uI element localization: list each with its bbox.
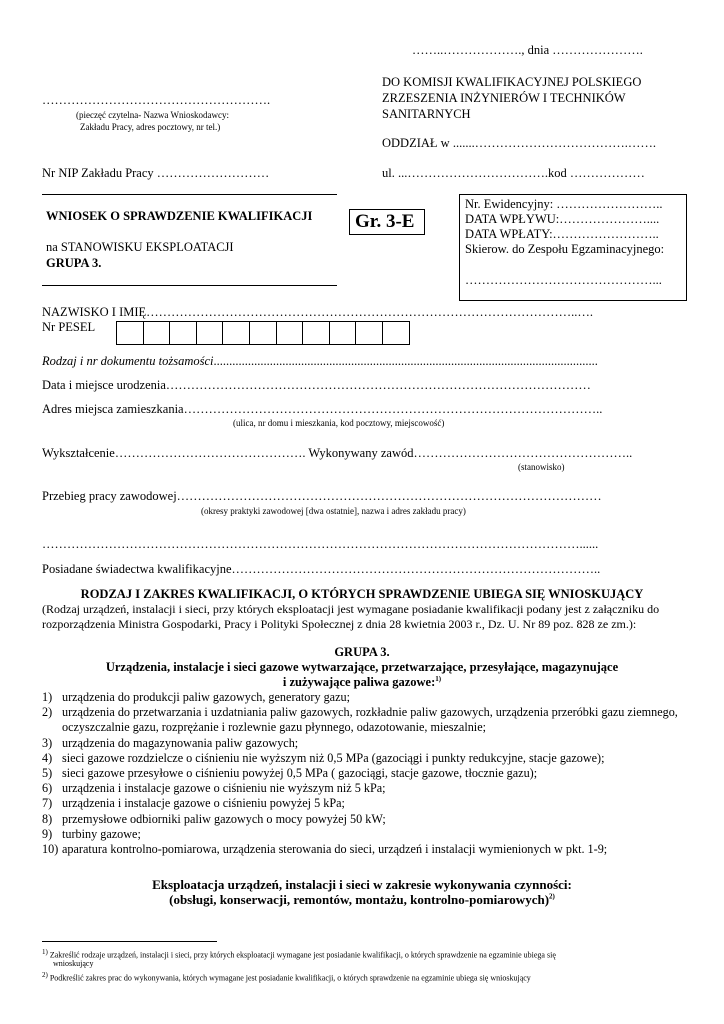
street-field[interactable]: ul. ...…………………………….kod ………………: [382, 166, 645, 180]
occupation-caption: (stanowisko): [518, 462, 565, 472]
group-line: GRUPA 3.: [46, 256, 102, 270]
title-rule-top: [42, 194, 337, 195]
equipment-item-number: 3): [42, 735, 53, 750]
stamp-caption-2: Zakładu Pracy, adres pocztowy, nr tel.): [80, 122, 221, 132]
scope-heading: RODZAJ I ZAKRES KWALIFIKACJI, O KTÓRYCH SPRAWDZENIE UBIEGA SIĘ WNIOSKUJĄCY: [80, 587, 644, 601]
title-rule-bottom: [42, 285, 337, 286]
group-description-text: i zużywające paliwa gazowe:: [282, 675, 436, 690]
group-heading: GRUPA 3.: [334, 645, 390, 659]
footnote-2-mark: 2): [42, 971, 48, 979]
position-line: na STANOWISKU EKSPLOATACJI: [46, 240, 234, 254]
equipment-item-text: sieci gazowe przesyłowe o ciśnieniu powyżej 0,5 MPa ( gazociągi, stacje gazowe, tłocznie gazu);: [62, 766, 538, 781]
equipment-item-number: 5): [42, 766, 53, 781]
equipment-item-number: 4): [42, 750, 53, 765]
date-line[interactable]: ……..………………., dnia ………………….: [412, 43, 643, 57]
equipment-item[interactable]: [42, 766, 682, 781]
equipment-item-number: 10): [42, 842, 59, 857]
equipment-item[interactable]: [42, 705, 682, 735]
address-field[interactable]: Adres miejsca zamieszkania………………………………………………………………………………………..: [42, 402, 603, 416]
pesel-digit[interactable]: [303, 322, 330, 344]
pesel-digit[interactable]: [356, 322, 383, 344]
group-code-box: [349, 209, 425, 235]
equipment-item[interactable]: [42, 842, 682, 857]
commission-line-2: ZRZESZENIA INŻYNIERÓW I TECHNIKÓW: [382, 91, 626, 105]
commission-line-3: SANITARNYCH: [382, 107, 471, 121]
equipment-item-text: urządzenia i instalacje gazowe o ciśnieniu nie wyższym niż 5 kPa;: [62, 781, 386, 796]
pesel-digit[interactable]: [330, 322, 357, 344]
equipment-item[interactable]: [42, 827, 682, 842]
commission-line-1: DO KOMISJI KWALIFIKACYJNEJ POLSKIEGO: [382, 75, 642, 89]
footnote-1-text: Zakreślić rodzaje urządzeń, instalacji i sieci, przy których eksploatacji wymagane jest posiadanie kwalifikacji, o których sprawdzenie na egzaminie ubiega się: [47, 950, 556, 960]
group-description-1: Urządzenia, instalacje i sieci gazowe wytwarzające, przetwarzające, przesyłające, magazynujące: [105, 660, 619, 674]
equipment-item[interactable]: [42, 812, 682, 827]
equipment-item-text: urządzenia do produkcji paliw gazowych, generatory gazu;: [62, 690, 350, 704]
referral-label: Skierow. do Zespołu Egzaminacyjnego:: [465, 242, 665, 256]
equipment-item-text: urządzenia do przetwarzania i uzdatniania paliw gazowych, rozkładnie paliw gazowych, urządzenia przeróbki gazu ziemnego, oczyszczalnie gazu, rozprężanie i rozlewnie gazu płynnego, odazotowanie, mieszalnie;: [62, 705, 678, 735]
equipment-item[interactable]: [42, 690, 682, 705]
applicant-field[interactable]: ……………………………………………….: [42, 93, 271, 107]
equipment-item-number: 8): [42, 811, 53, 826]
id-document-field[interactable]: [42, 354, 598, 369]
equipment-item[interactable]: [42, 736, 682, 751]
equipment-item-number: 6): [42, 781, 53, 796]
birth-field[interactable]: Data i miejsce urodzenia…………………………………………………………………………………………: [42, 378, 591, 392]
pesel-digit[interactable]: [117, 322, 144, 344]
certificates-field[interactable]: Posiadane świadectwa kwalifikacyjne……………………………………………………………………………..: [42, 562, 601, 576]
operation-scope-text: (obsługi, konserwacji, remontów, montażu, kontrolno-pomiarowych): [169, 892, 550, 907]
pesel-digit[interactable]: [223, 322, 250, 344]
footnote-ref-1: 1): [435, 675, 442, 683]
equipment-item[interactable]: [42, 751, 682, 766]
nip-field[interactable]: Nr NIP Zakładu Pracy ………………………: [42, 166, 270, 180]
footnote-1-cont: wnioskujący: [53, 959, 94, 968]
equipment-item-number: 7): [42, 796, 53, 811]
equipment-item-text: urządzenia do magazynowania paliw gazowych;: [62, 735, 299, 750]
pesel-digit[interactable]: [170, 322, 197, 344]
stamp-caption-1: (pieczęć czytelna- Nazwa Wnioskodawcy:: [76, 110, 230, 120]
receipt-date[interactable]: DATA WPŁYWU:…………………....: [465, 212, 660, 226]
pesel-digit[interactable]: [197, 322, 224, 344]
career-caption: (okresy praktyki zawodowej [dwa ostatnie], nazwa i adres zakładu pracy): [201, 506, 466, 516]
registry-box: [459, 194, 687, 301]
footnote-2-text: Podkreślić zakres prac do wykonywania, których wymagane jest posiadanie kwalifikacji, o których sprawdzenie na egzaminie ubiega się wnioskujący: [47, 973, 531, 983]
career-field-extra[interactable]: …………………………………………………………………………………………………………………......: [42, 537, 599, 551]
name-field[interactable]: NAZWISKO I IMIĘ…………………………………………………………………………………………..….: [42, 305, 594, 319]
footnote-1-mark: 1): [42, 948, 48, 956]
pesel-digit[interactable]: [144, 322, 171, 344]
footnote-ref-2: 2): [549, 892, 555, 901]
id-document-dots: ...........................................................................................................................: [213, 354, 598, 368]
evidence-number[interactable]: Nr. Ewidencyjny: ……………………..: [465, 197, 663, 211]
pesel-label: Nr PESEL: [42, 320, 96, 334]
payment-date[interactable]: DATA WPŁATY:……………………..: [465, 227, 659, 241]
pesel-digit[interactable]: [250, 322, 277, 344]
equipment-item[interactable]: [42, 796, 682, 811]
id-document-label: Rodzaj i nr dokumentu tożsamości: [42, 354, 214, 368]
pesel-digit[interactable]: [277, 322, 304, 344]
scope-note-2: rozporządzenia Ministra Gospodarki, Pracy i Polityki Społecznej z dnia 28 kwietnia 2003 r., Dz. U. Nr 89 poz. 828 ze zm.):: [42, 617, 637, 631]
group-code: Gr. 3-E: [355, 211, 415, 232]
equipment-item-text: przemysłowe odbiorniki paliw gazowych o mocy powyżej 50 kW;: [62, 811, 386, 826]
education-field[interactable]: Wykształcenie………………………………………. Wykonywany zawód……………………………………………..: [42, 446, 633, 460]
operation-heading-2: [0, 892, 724, 908]
equipment-list: [42, 690, 682, 857]
address-caption: (ulica, nr domu i mieszkania, kod pocztowy, miejscowość): [233, 418, 445, 428]
equipment-item-text: sieci gazowe rozdzielcze o ciśnieniu nie wyższym niż 0,5 MPa (gazociągi i punkty redukcyjne, stacje gazowe);: [62, 750, 605, 765]
equipment-item-text: urządzenia i instalacje gazowe o ciśnieniu powyżej 5 kPa;: [62, 796, 345, 811]
equipment-item[interactable]: [42, 781, 682, 796]
branch-field[interactable]: ODDZIAŁ w .......……………………………….…….: [382, 136, 656, 150]
footnote-1: [42, 948, 556, 960]
equipment-item-text: turbiny gazowe;: [62, 826, 141, 841]
equipment-item-text: aparatura kontrolno-pomiarowa, urządzenia sterowania do sieci, urządzeń i instalacji wymienionych w pkt. 1-9;: [62, 842, 608, 857]
form-title: WNIOSEK O SPRAWDZENIE KWALIFIKACJI: [46, 209, 313, 223]
pesel-boxes[interactable]: [116, 321, 410, 345]
equipment-item-number: 2): [42, 705, 53, 720]
operation-heading-1: Eksploatacja urządzeń, instalacji i sieci w zakresie wykonywania czynności:: [152, 877, 572, 892]
career-field[interactable]: Przebieg pracy zawodowej…………………………………………………………………………………………: [42, 489, 602, 503]
pesel-digit[interactable]: [383, 322, 409, 344]
referral-field[interactable]: ………………………………………...: [465, 273, 662, 287]
group-description-2: [0, 675, 724, 690]
scope-note-1: (Rodzaj urządzeń, instalacji i sieci, przy których eksploatacji jest wymagane posiadanie kwalifikacji podany jest z załączniku do: [42, 602, 660, 616]
equipment-item-number: 9): [42, 826, 53, 841]
footnote-2: [42, 971, 531, 983]
footnote-rule: [42, 941, 217, 942]
equipment-item-number: 1): [42, 690, 53, 704]
